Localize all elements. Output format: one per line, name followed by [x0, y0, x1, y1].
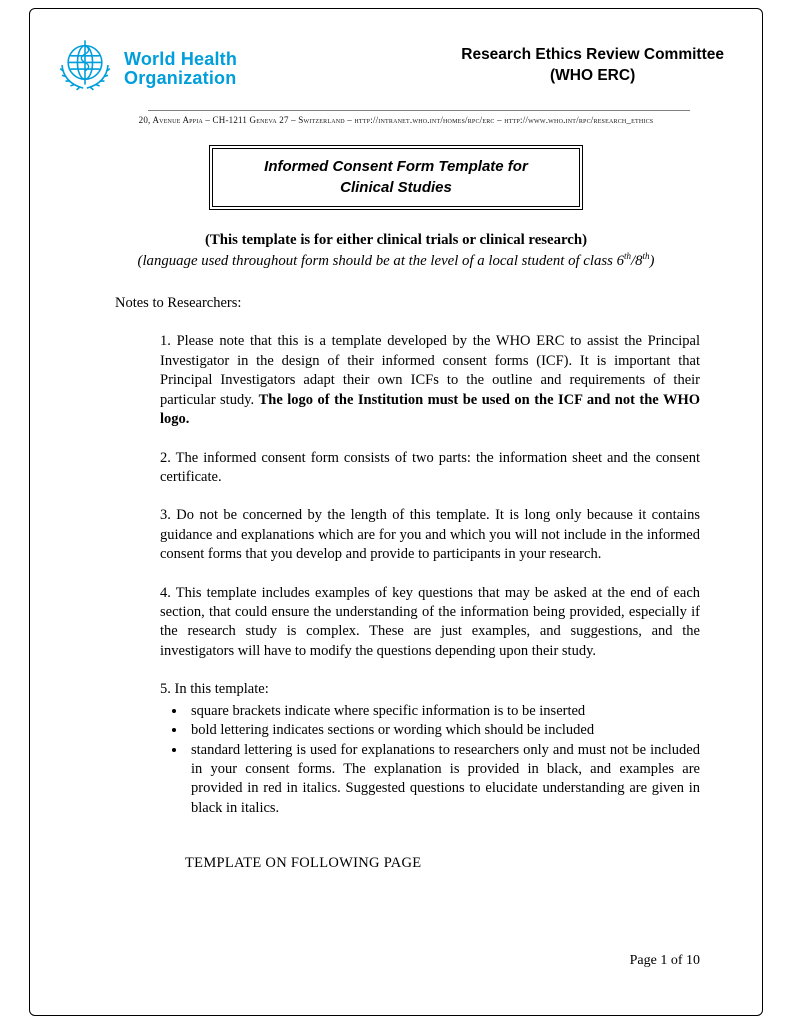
- note-item-1-text: 1. Please note that this is a template developed by the WHO ERC to assist the Principal Investigator in the design of their informed consent forms (ICF). It is important that Principal Investigators adapt their own ICFs to the outline and requirements of their particular study.: [160, 333, 700, 408]
- committee-line2: (WHO ERC): [550, 66, 636, 84]
- committee-title: [461, 45, 724, 87]
- subtitle-italic-part1: (language used throughout form should be at the level of a local student of class 6: [137, 253, 624, 269]
- bullet-item: • square brackets indicate where specific information is to be inserted: [187, 702, 700, 721]
- note-item-4: 4. This template includes examples of key questions that may be asked at the end of each section, that could ensure the understanding of the information being provided, especially if the research study is complex. These are just examples, and suggestions, and the investigators will have to modify the questions depending upon their study.: [160, 584, 700, 659]
- note-item-2: 2. The informed consent form consists of two parts: the information sheet and the consent certificate.: [160, 449, 700, 485]
- subtitle-italic-part2: /8: [631, 253, 643, 269]
- notes-heading: Notes to Researchers:: [115, 295, 242, 311]
- note-item-1: [160, 332, 700, 429]
- page-border: [29, 8, 763, 1016]
- subtitle-bold: (This template is for either clinical trials or clinical research): [204, 232, 588, 248]
- subtitle-italic-part3: ): [649, 253, 655, 269]
- body: [30, 294, 762, 874]
- who-logotype-line2: Organization: [124, 67, 237, 88]
- subtitle-italic: [30, 253, 762, 270]
- template-following-page-note: TEMPLATE ON FOLLOWING PAGE: [185, 855, 422, 872]
- document-title-line2: Clinical Studies: [340, 179, 452, 196]
- committee-line1: Research Ethics Review Committee: [461, 46, 724, 63]
- superscript-th-1: th: [623, 251, 631, 262]
- header-divider: [148, 110, 690, 111]
- address-line: 20, Avenue Appia – CH-1211 Geneva 27 – Switzerland – http://intranet.who.int/homes/rpc/erc – http://www.who.int/rpc/research_ethics: [138, 115, 654, 125]
- who-logo: [54, 35, 237, 102]
- who-logotype-line1: World Health: [124, 48, 238, 69]
- note-item-3: 3. Do not be concerned by the length of this template. It is long only because it contains guidance and explanations which are for you and which you will not include in the informed consent forms that you develop and provide to participants in your research.: [160, 507, 700, 563]
- note-item-1-bold-text: The logo of the Institution must be used on the ICF and not the WHO logo.: [160, 391, 701, 428]
- header: [30, 9, 762, 102]
- bullet-list: [160, 702, 700, 819]
- superscript-th-2: th: [642, 251, 650, 262]
- note-item-5: 5. In this template:: [160, 681, 269, 698]
- document-title-line1: Informed Consent Form Template for: [264, 158, 528, 175]
- who-emblem-icon: [54, 35, 116, 102]
- bullet-item: • standard lettering is used for explanations to researchers only and must not be included in your consent forms. The explanation is provided in black, and examples are provided in red in italics. Suggested questions to elucidate understanding are given in black in italics.: [187, 741, 700, 819]
- who-logotype: [124, 50, 237, 87]
- bullet-item: • bold lettering indicates sections or wording which should be included: [187, 721, 700, 740]
- title-box: [209, 145, 583, 210]
- title-box-inner: [212, 148, 580, 207]
- page-number: Page 1 of 10: [629, 953, 700, 968]
